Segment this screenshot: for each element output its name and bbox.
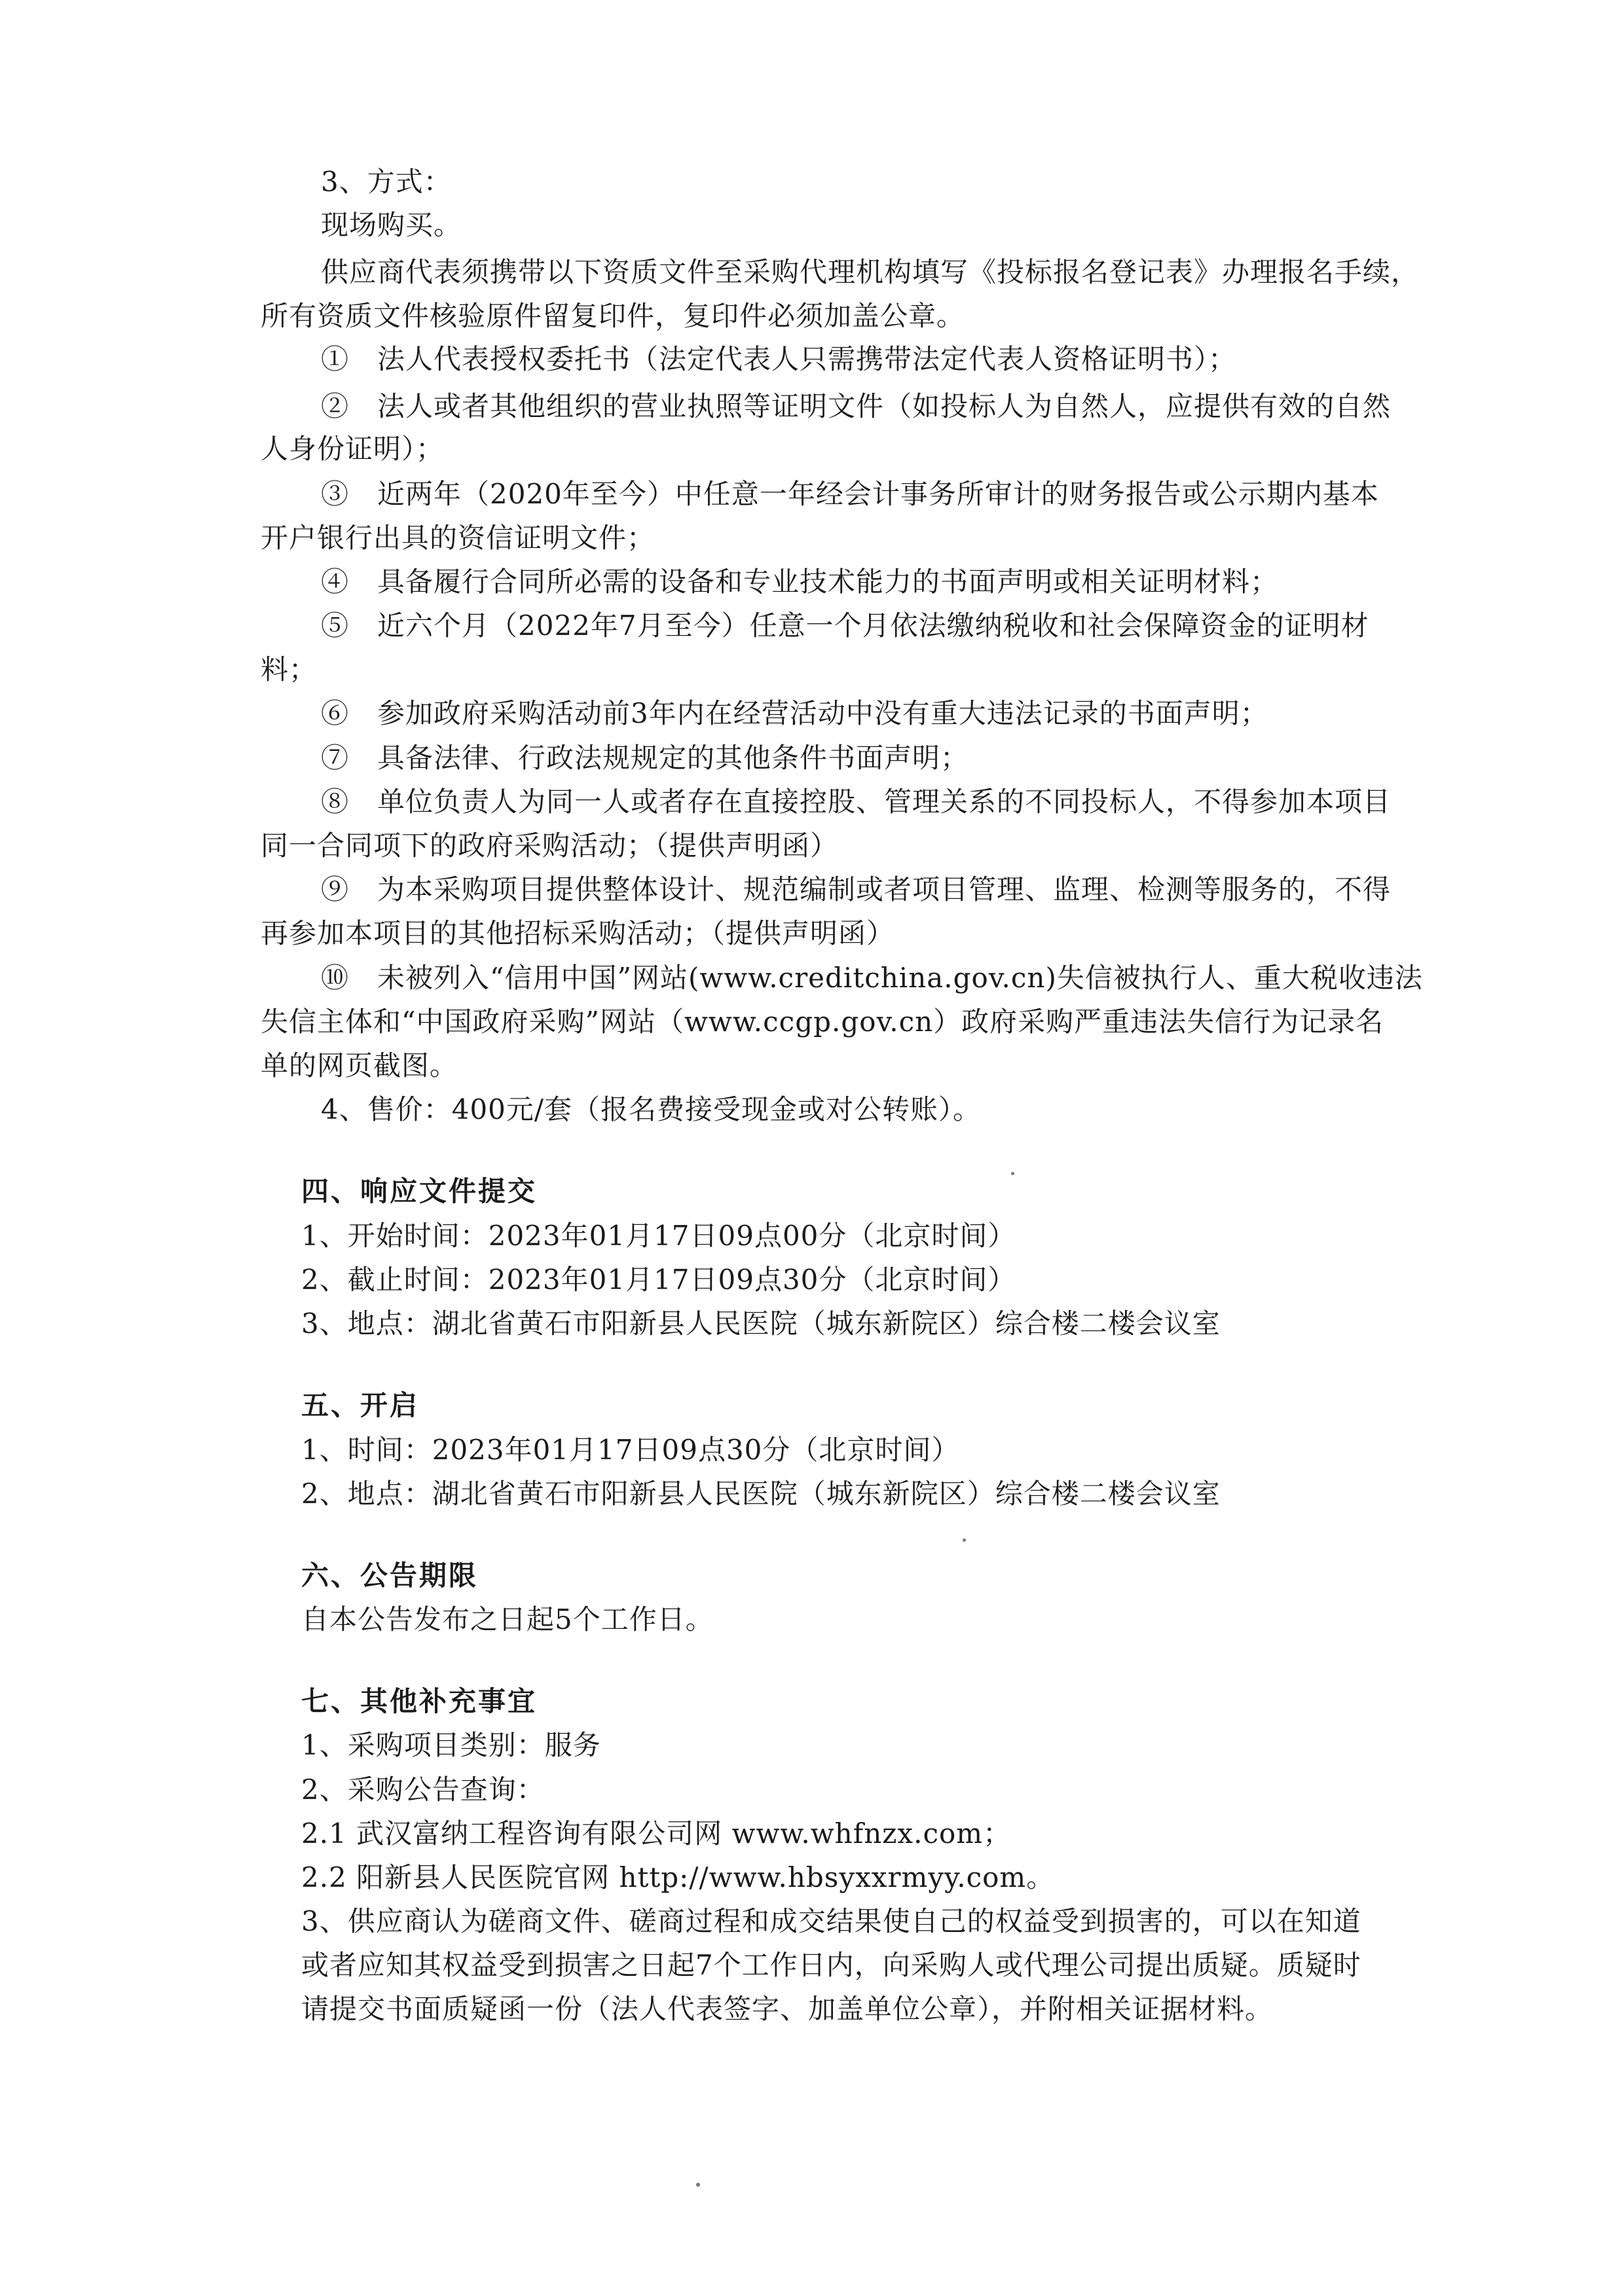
text-line: 请提交书面质疑函一份（法人代表签字、加盖单位公章），并附相关证据材料。 xyxy=(301,1993,1274,2025)
text-line: 1、开始时间：2023年01月17日09点00分（北京时间） xyxy=(301,1220,1016,1252)
scan-speck xyxy=(696,2183,700,2187)
text-line: 4、售价：400元/套（报名费接受现金或对公转账）。 xyxy=(321,1093,982,1125)
text-line: 或者应知其权益受到损害之日起7个工作日内，向采购人或代理公司提出质疑。质疑时 xyxy=(301,1949,1361,1981)
text-line: 开户银行出具的资信证明文件； xyxy=(261,522,655,554)
text-line: ⑨ 为本采购项目提供整体设计、规范编制或者项目管理、监理、检测等服务的，不得 xyxy=(321,873,1392,905)
text-line: 人身份证明）； xyxy=(261,433,445,465)
text-line: 自本公告发布之日起5个工作日。 xyxy=(301,1603,714,1635)
text-line: 3、供应商认为磋商文件、磋商过程和成交结果使自己的权益受到损害的，可以在知道 xyxy=(301,1905,1361,1937)
text-line: 同一合同项下的政府采购活动；（提供声明函） xyxy=(261,829,839,862)
section-heading: 六、公告期限 xyxy=(301,1559,479,1592)
text-line: 3、地点：湖北省黄石市阳新县人民医院（城东新院区）综合楼二楼会议室 xyxy=(301,1307,1221,1339)
text-line: ⑧ 单位负责人为同一人或者存在直接控股、管理关系的不同投标人，不得参加本项目 xyxy=(321,786,1392,818)
text-line: 3、方式： xyxy=(321,166,452,198)
text-line: 失信主体和“中国政府采购”网站（www.ccgp.gov.cn）政府采购严重违法失信行为记录名 xyxy=(261,1006,1384,1038)
text-line: ④ 具备履行合同所必需的设备和专业技术能力的书面声明或相关证明材料； xyxy=(321,566,1279,598)
text-line: 供应商代表须携带以下资质文件至采购代理机构填写《投标报名登记表》办理报名手续， xyxy=(321,256,1420,288)
text-line: 2.1 武汉富纳工程咨询有限公司网 www.whfnzx.com； xyxy=(301,1817,1012,1850)
section-heading: 七、其他补充事宜 xyxy=(301,1685,538,1717)
text-line: 2、采购公告查询： xyxy=(301,1774,545,1806)
text-line: ⑦ 具备法律、行政法规规定的其他条件书面声明； xyxy=(321,742,969,774)
text-line: ② 法人或者其他组织的营业执照等证明文件（如投标人为自然人，应提供有效的自然 xyxy=(321,390,1392,422)
text-line: 2、地点：湖北省黄石市阳新县人民医院（城东新院区）综合楼二楼会议室 xyxy=(301,1478,1221,1510)
text-line: 现场购买。 xyxy=(321,209,462,241)
scan-speck xyxy=(963,1539,966,1542)
text-line: ⑩ 未被列入“信用中国”网站(www.creditchina.gov.cn)失信被执行人、重大税收违法 xyxy=(321,962,1423,994)
scan-speck xyxy=(1011,1172,1014,1175)
text-line: 所有资质文件核验原件留复印件，复印件必须加盖公章。 xyxy=(261,300,965,332)
text-line: ⑥ 参加政府采购活动前3年内在经营活动中没有重大违法记录的书面声明； xyxy=(321,697,1268,729)
text-line: 单的网页截图。 xyxy=(261,1049,458,1082)
text-line: 2、截止时间：2023年01月17日09点30分（北京时间） xyxy=(301,1264,1016,1296)
text-line: 1、时间：2023年01月17日09点30分（北京时间） xyxy=(301,1434,960,1466)
section-heading: 五、开启 xyxy=(301,1389,420,1421)
text-line: ⑤ 近六个月（2022年7月至今）任意一个月依法缴纳税收和社会保障资金的证明材 xyxy=(321,610,1369,642)
text-line: 再参加本项目的其他招标采购活动；（提供声明函） xyxy=(261,917,895,949)
text-line: ③ 近两年（2020年至今）中任意一年经会计事务所审计的财务报告或公示期内基本 xyxy=(321,478,1379,510)
section-heading: 四、响应文件提交 xyxy=(301,1175,538,1207)
text-line: ① 法人代表授权委托书（法定代表人只需携带法定代表人资格证明书）； xyxy=(321,343,1237,375)
text-line: 料； xyxy=(261,653,318,685)
text-line: 2.2 阳新县人民医院官网 http://www.hbsyxxrmyy.com。 xyxy=(301,1861,1055,1893)
text-line: 1、采购项目类别：服务 xyxy=(301,1729,601,1761)
